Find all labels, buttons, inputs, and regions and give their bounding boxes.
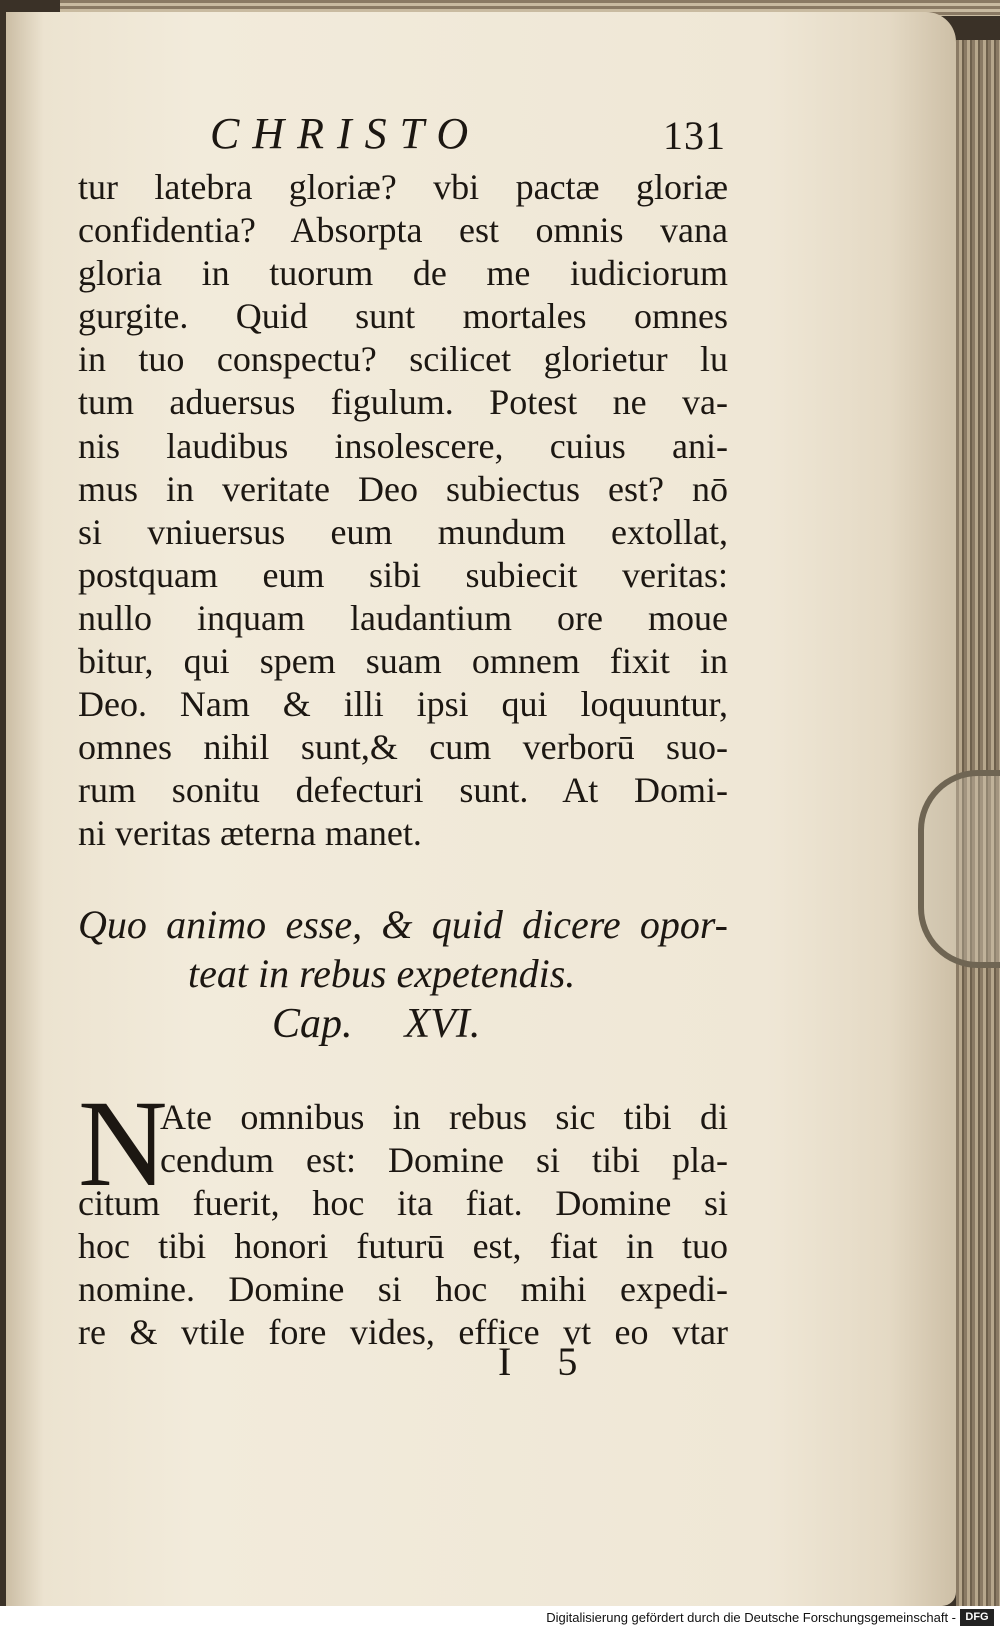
running-title: CHRISTO [210,109,482,158]
text-line: bitur, qui spem suam omnem fixit in [78,641,728,682]
text-line: gurgite. Quid sunt mortales omnes [78,296,728,337]
footer-bar [0,1606,1000,1630]
text-line: nullo inquam laudantium ore moue [78,597,728,638]
text-line: omnes nihil sunt,& cum verborū suo- [78,727,728,768]
paragraph-2 [78,1074,728,1355]
text-line: in tuo conspectu? scilicet glorietur lu [78,339,728,380]
page-number: 131 [663,113,726,158]
catchword-signature: I 5 [498,1339,596,1384]
text-line: nis laudibus insolescere, cuius ani- [78,425,728,466]
dfg-logo-icon: DFG [960,1609,994,1626]
text-line: confidentia? Absorpta est omnis vana [78,210,728,251]
chapter-label: Cap. [272,1000,353,1047]
chapter-number [78,998,728,1050]
text-line: tum aduersus figulum. Potest ne va- [78,382,728,423]
text-line: si vniuersus eum mundum extollat, [78,511,728,552]
chapter-heading [78,900,728,1050]
chapter-roman: XVI. [404,1000,481,1047]
text-line: rum sonitu defecturi sunt. At Domi- [78,770,728,811]
clip-icon [918,770,1000,968]
heading-line-1: Quo animo esse, & quid dicere opor- [78,901,728,947]
text-line: postquam eum sibi subiecit veritas: [78,554,728,595]
text-line: ni veritas æterna manet. [78,813,422,854]
running-head [78,108,728,166]
text-line: hoc tibi honori futurū est, fiat in tuo [78,1225,728,1266]
text-line: gloria in tuorum de me iudiciorum [78,253,728,294]
text-line: re & vtile fore vides, effice vt eo vtar [78,1311,728,1352]
paragraph-1 [78,166,728,856]
text-line: tur latebra gloriæ? vbi pactæ gloriæ [78,167,728,207]
footer-credit: Digitalisierung gefördert durch die Deutsche Forschungsgemeinschaft - [546,1610,956,1625]
text-line: Deo. Nam & illi ipsi qui loquuntur, [78,684,728,725]
text-line: cendum est: Domine si tibi pla- [160,1139,728,1180]
text-line: citum fuerit, hoc ita fiat. Domine si [78,1182,728,1223]
text-line: mus in veritate Deo subiectus est? nō [78,468,728,509]
drop-cap: N [78,1074,168,1212]
page-text [78,108,728,1354]
heading-line-2: teat in rebus expetendis. [188,950,576,996]
text-line: nomine. Domine si hoc mihi expedi- [78,1268,728,1309]
text-line: Ate omnibus in rebus sic tibi di [160,1096,728,1137]
